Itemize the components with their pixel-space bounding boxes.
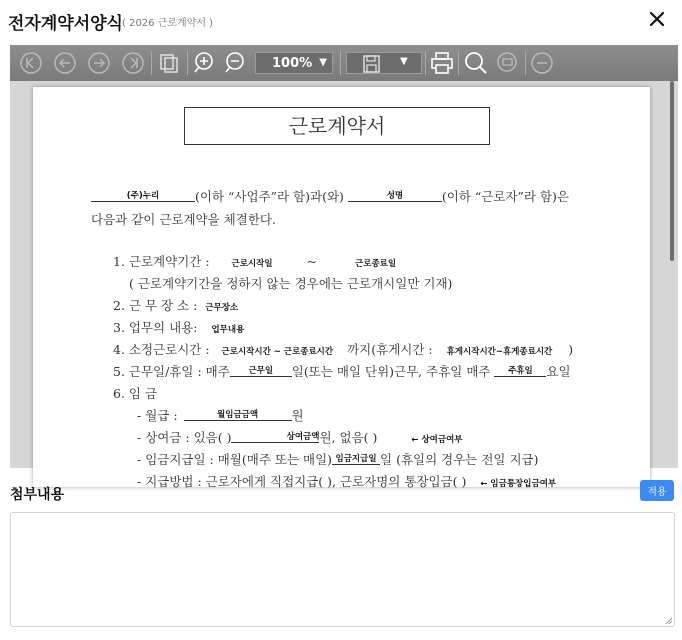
zoom-in-icon[interactable] — [191, 50, 217, 76]
item-5 — [113, 362, 571, 380]
bonus-mid: 원, 없음( ) — [319, 430, 378, 445]
bonus-line — [137, 428, 463, 446]
attachment-textarea[interactable] — [10, 512, 675, 627]
item-1-note: ( 근로계약기간을 정하지 않는 경우에는 근로개시일만 기재) — [129, 276, 453, 291]
intro-text-2: (이하 “근로자”라 함)은 — [441, 189, 569, 204]
wage-unit: 원 — [291, 408, 304, 423]
intro-line — [91, 187, 569, 205]
bonus-status-field[interactable]: ← 상여금여부 — [411, 435, 463, 445]
document-title: 근로계약서 — [184, 107, 490, 145]
item-4 — [113, 340, 573, 358]
payday-end: 일 (휴일의 경우는 전일 지급) — [380, 452, 539, 467]
vertical-scrollbar[interactable] — [670, 81, 674, 261]
dialog-subtitle: ( 2026 근로계약서 ) — [122, 18, 214, 29]
chevron-down-icon: ▼ — [319, 57, 327, 68]
job-description-field[interactable]: 업무내용 — [211, 325, 245, 335]
save-icon[interactable] — [361, 54, 383, 74]
tilde: ~ — [306, 254, 318, 269]
item-3-label: 3. 업무의 내용: — [113, 320, 198, 335]
viewer-toolbar — [10, 45, 678, 81]
bonus-amount-field[interactable]: 상여금액 — [231, 430, 319, 443]
work-end-field[interactable]: 근로종료일 — [355, 259, 397, 269]
save-select[interactable] — [346, 52, 422, 74]
payment-method-label: - 지급방법 : 근로자에게 직접지급( ), 근로자명의 통장입금( ) — [137, 474, 467, 489]
toolbar-separator — [151, 51, 152, 75]
payday-line — [137, 450, 539, 468]
item-2-label: 2. 근 무 장 소 : — [113, 298, 198, 313]
employer-field[interactable]: (주)누리 — [91, 189, 195, 202]
minus-icon[interactable] — [529, 50, 555, 76]
payday-field[interactable]: 임금지급일 — [332, 452, 380, 465]
search-icon[interactable] — [463, 50, 489, 76]
workplace-field[interactable]: 근무장소 — [205, 303, 239, 313]
close-icon[interactable] — [644, 6, 670, 32]
dialog-header — [0, 0, 682, 42]
monthly-wage-field[interactable]: 월임금금액 — [184, 408, 292, 421]
last-page-icon[interactable] — [120, 50, 146, 76]
toolbar-separator — [340, 51, 341, 75]
comment-icon[interactable] — [495, 50, 521, 76]
work-start-field[interactable]: 근로시작일 — [231, 259, 273, 269]
item-3 — [113, 318, 244, 336]
intro-line-2: 다음과 같이 근로계약을 체결한다. — [91, 212, 276, 227]
attachment-label: 첨부내용 — [10, 487, 65, 503]
toolbar-separator — [187, 51, 188, 75]
zoom-select[interactable] — [255, 52, 333, 74]
item-2 — [113, 296, 238, 314]
payment-method-line — [137, 472, 556, 490]
bank-deposit-field[interactable]: ← 임금통장입금여부 — [480, 479, 557, 489]
document-viewer — [10, 45, 678, 489]
toolbar-separator — [458, 51, 459, 75]
workdays-field[interactable]: 근무일 — [230, 364, 292, 377]
item-4-mid: 까지(휴게시간 : — [347, 342, 433, 357]
intro-text-1: (이하 “사업주”라 함)과(와) — [195, 189, 344, 204]
item-6: 6. 임 금 — [113, 386, 158, 401]
page-layout-icon[interactable] — [156, 50, 182, 76]
toolbar-separator — [425, 51, 426, 75]
work-hours-field[interactable]: 근로시작시간 ~ 근로종료시간 — [221, 347, 334, 357]
payday-label: - 임금지급일 : 매월(매주 또는 매일) — [137, 452, 333, 467]
prev-page-icon[interactable] — [52, 50, 78, 76]
zoom-out-icon[interactable] — [222, 50, 248, 76]
wage-line — [137, 406, 304, 424]
print-icon[interactable] — [429, 50, 455, 76]
dropdown-icon[interactable]: ▼ — [400, 56, 408, 67]
resize-handle-icon[interactable] — [664, 616, 673, 625]
item-4-end: ) — [568, 342, 574, 357]
break-time-field[interactable]: 휴게시작시간~휴게종료시간 — [446, 347, 553, 357]
apply-button[interactable]: 적용 — [640, 480, 674, 501]
toolbar-separator — [525, 51, 526, 75]
item-5-mid: 일(또는 매일 단위)근무, 주휴일 매주 — [291, 364, 491, 379]
next-page-icon[interactable] — [86, 50, 112, 76]
bonus-label: - 상여금 : 있음( ) — [137, 430, 232, 445]
employee-field[interactable]: 성명 — [348, 189, 442, 202]
item-1 — [113, 252, 396, 270]
dialog-title: 전자계약서양식 — [8, 14, 123, 34]
item-5-end: 요일 — [546, 364, 571, 379]
wage-label: - 월급 : — [137, 408, 178, 423]
document-page — [33, 87, 650, 487]
item-5-label: 5. 근무일/휴일 : 매주 — [113, 364, 230, 379]
weekly-holiday-field[interactable]: 주휴일 — [494, 364, 546, 377]
item-4-label: 4. 소정근로시간 : — [113, 342, 210, 357]
item-1-label: 1. 근로계약기간 : — [113, 254, 210, 269]
first-page-icon[interactable] — [18, 50, 44, 76]
zoom-value: 100% — [272, 56, 313, 71]
